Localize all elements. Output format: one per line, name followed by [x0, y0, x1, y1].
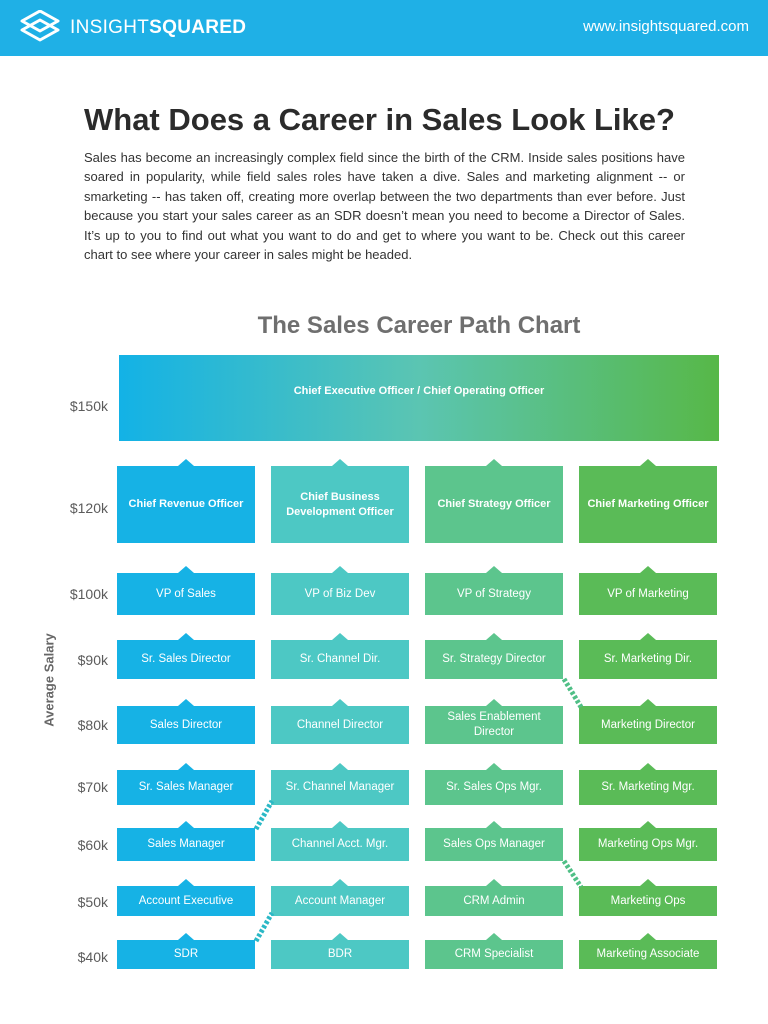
role-box: Sales Ops Manager — [425, 828, 563, 861]
brand-name-light: INSIGHT — [70, 17, 150, 38]
crossover-connector-sdr-to-account-manager — [256, 913, 272, 941]
role-box: Sr. Marketing Mgr. — [579, 770, 717, 805]
role-box: Marketing Ops — [579, 886, 717, 916]
role-box: Chief Marketing Officer — [579, 466, 717, 543]
role-box: Account Manager — [271, 886, 409, 916]
salary-level: $80k — [77, 717, 108, 733]
role-box: Sr. Marketing Dir. — [579, 640, 717, 679]
salary-level: $90k — [77, 652, 108, 668]
role-box: Channel Acct. Mgr. — [271, 828, 409, 861]
page-title: What Does a Career in Sales Look Like? — [84, 102, 675, 137]
role-box: Sr. Channel Manager — [271, 770, 409, 805]
role-box: Sr. Strategy Director — [425, 640, 563, 679]
salary-level: $100k — [69, 586, 108, 602]
salary-axis-label: Average Salary — [41, 633, 57, 727]
crossover-connector-strategy-to-marketing-director — [564, 679, 581, 707]
role-box: Sales Manager — [117, 828, 255, 861]
role-box: Sales Director — [117, 706, 255, 744]
salary-level: $120k — [69, 500, 108, 516]
role-box: Chief Strategy Officer — [425, 466, 563, 543]
salary-level: $60k — [77, 837, 108, 853]
salary-level: $50k — [77, 894, 108, 910]
role-box: CRM Admin — [425, 886, 563, 916]
intro-paragraph: Sales has become an increasingly complex field since the birth of the CRM. Inside sales positions have soared in popularity, while field sales roles have taken a dive. Sales and marketing alignment -- or smarketing -- has taken off, creating more overlap between the two departments than ever before. Just because you start your sales career as an SDR doesn’t mean you need to become a Director of Sales. It’s up to you to find out what you want to do and get to where you want to be. Check out this career chart to see where your career in sales might be headed. — [84, 150, 685, 263]
crossover-connector-sales-manager-to-sr-channel-manager — [256, 801, 272, 829]
role-box: CRM Specialist — [425, 940, 563, 969]
brand-name-bold: SQUARED — [149, 17, 247, 38]
role-box: Sr. Sales Manager — [117, 770, 255, 805]
role-box: SDR — [117, 940, 255, 969]
role-box: Chief Business Development Officer — [271, 466, 409, 543]
role-box: Sales Enablement Director — [425, 706, 563, 744]
chart-title: The Sales Career Path Chart — [257, 312, 581, 339]
role-box: BDR — [271, 940, 409, 969]
role-box: Sr. Sales Director — [117, 640, 255, 679]
role-box: VP of Biz Dev — [271, 573, 409, 615]
salary-level: $150k — [69, 398, 108, 414]
salary-level: $70k — [77, 779, 108, 795]
role-box: Chief Revenue Officer — [117, 466, 255, 543]
role-box: Account Executive — [117, 886, 255, 916]
salary-level: $40k — [77, 949, 108, 965]
crossover-connector-sales-ops-to-marketing-ops — [564, 861, 581, 887]
role-box: Marketing Associate — [579, 940, 717, 969]
role-box: Marketing Ops Mgr. — [579, 828, 717, 861]
role-box: VP of Marketing — [579, 573, 717, 615]
role-box: Sr. Sales Ops Mgr. — [425, 770, 563, 805]
role-box: Sr. Channel Dir. — [271, 640, 409, 679]
role-ceo-coo: Chief Executive Officer / Chief Operating Officer — [119, 355, 719, 441]
role-box: VP of Strategy — [425, 573, 563, 615]
role-box: VP of Sales — [117, 573, 255, 615]
role-box: Channel Director — [271, 706, 409, 744]
site-url-link[interactable]: www.insightsquared.com — [583, 18, 749, 35]
role-box: Marketing Director — [579, 706, 717, 744]
